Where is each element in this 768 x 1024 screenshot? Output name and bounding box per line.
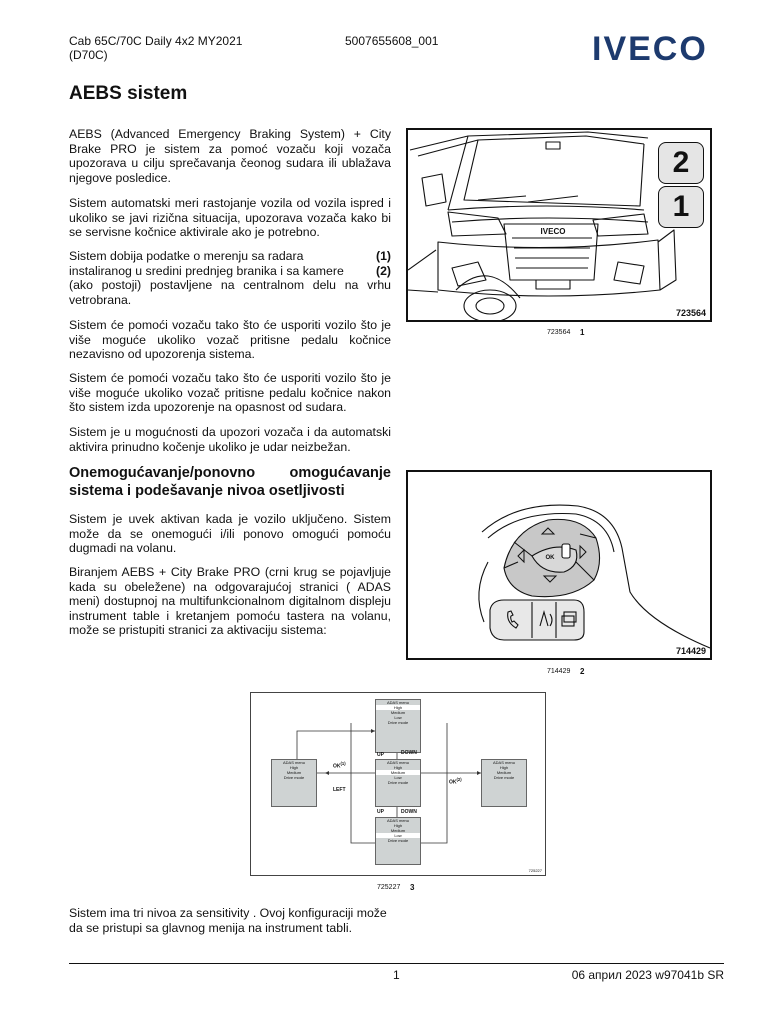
screen-line-medium: Medium bbox=[390, 828, 406, 833]
iveco-logo: IVECO bbox=[592, 30, 708, 68]
paragraph-brake-independent: Sistem će pomoći vozaču tako što će usporiti vozilo što je više moguće ukoliko vozač pritisne pedalu kočnice nezavisno od upozorenja sistema. bbox=[69, 318, 391, 362]
steering-wheel-illustration bbox=[408, 472, 710, 658]
screen-line-drive-mode: Drive mode bbox=[387, 838, 409, 843]
label-ok-2 bbox=[449, 777, 462, 786]
subheading-line-1: Onemogućavanje/ponovno omogućavanje bbox=[69, 465, 391, 481]
screen-title: ADAS menu bbox=[386, 818, 409, 823]
screen-line-high: High bbox=[499, 765, 509, 770]
ok-sup: (2) bbox=[456, 777, 462, 782]
ok-button-label: OK bbox=[545, 555, 555, 561]
model-code: (D70C) bbox=[69, 48, 108, 62]
page-title: AEBS sistem bbox=[69, 83, 188, 104]
document-number: 5007655608_001 bbox=[345, 34, 439, 48]
screen-line-medium: Medium bbox=[390, 710, 406, 715]
screen-title: ADAS menu bbox=[386, 760, 409, 765]
adas-screen-main bbox=[271, 759, 317, 807]
screen-title: ADAS menu bbox=[492, 760, 515, 765]
grille-logo-text: IVECO bbox=[540, 227, 566, 236]
screen-line-low: Low bbox=[394, 715, 402, 720]
radar-ref-1: (1) bbox=[375, 249, 391, 263]
adas-screen-settings bbox=[481, 759, 527, 807]
label-down-1: DOWN bbox=[401, 750, 417, 756]
screen-line-low: Low bbox=[376, 833, 420, 838]
paragraph-brake-after-warning: Sistem će pomoći vozaču tako što će usporiti vozilo što je više moguće ukoliko vozač pritisne pedalu kočnice nakon što sistem izda upozorenje na opasnost od sudara. bbox=[69, 371, 391, 415]
label-up-1: UP bbox=[377, 752, 384, 758]
screen-line-high: High bbox=[393, 765, 403, 770]
label-down-2: DOWN bbox=[401, 809, 417, 815]
paragraph-intro: AEBS (Advanced Emergency Braking System) + City Brake PRO je sistem za pomoć vozaču koji vozača upozorava u cilju sprečavanja čeonog sudara ili ublažava njegove posledice. bbox=[69, 127, 391, 185]
callout-camera-number: 2 bbox=[658, 142, 704, 184]
figure-2-caption-number: 2 bbox=[580, 667, 585, 676]
paragraph-emergency-braking: Sistem je u mogućnosti da upozori vozača i da automatski aktivira prinudno kočenje ukoliko je udar neizbežan. bbox=[69, 425, 391, 454]
screen-line-drive-mode: Drive mode bbox=[493, 775, 515, 780]
label-ok-1 bbox=[333, 761, 346, 770]
figure-3-caption-number: 3 bbox=[410, 883, 415, 892]
screen-line-high: High bbox=[376, 705, 420, 710]
figure-2-code-tag: 714429 bbox=[675, 646, 706, 656]
paragraph-adas-menu: Biranjem AEBS + City Brake PRO (crni krug se pojavljuje kada su obeležene) na odgovarajućoj stranici ( ADAS meni) dostupnoj na multifunkcionalnom digitalnom displeju instrument table i kretanjem pomoću tastera na volanu, može se pristupiti stranici za aktivaciju sistema: bbox=[69, 565, 391, 638]
figure-3-code-tag: 725227 bbox=[528, 868, 542, 873]
screen-line-drive-mode: Drive mode bbox=[387, 720, 409, 725]
subheading-line-2: sistema i podešavanje nivoa osetljivosti bbox=[69, 483, 345, 499]
page-number: 1 bbox=[393, 968, 400, 982]
figure-vehicle-front bbox=[406, 128, 712, 322]
callout-radar-number: 1 bbox=[658, 186, 704, 228]
paragraph-sensitivity: Sistem ima tri nivoa za sensitivity . Ovoj konfiguraciji može da se pristupi sa glavnog menija na instrument tabli. bbox=[69, 906, 387, 935]
figure-2-caption-code: 714429 bbox=[547, 668, 571, 675]
paragraph-radar bbox=[69, 249, 391, 307]
figure-adas-menu-diagram bbox=[250, 692, 546, 876]
screen-line-high: High bbox=[393, 823, 403, 828]
screen-line-high: High bbox=[289, 765, 299, 770]
screen-title: ADAS menu bbox=[282, 760, 305, 765]
footer-date-info: 06 април 2023 w97041b SR bbox=[571, 968, 724, 982]
figure-steering-buttons bbox=[406, 470, 712, 660]
radar-line-3: (ako postoji) postavljene na centralnom delu na vrhu vetrobrana. bbox=[69, 278, 391, 307]
ok-sup: (1) bbox=[340, 761, 346, 766]
radar-line-2: instaliranog u sredini prednjeg branika i sa kamere bbox=[69, 263, 344, 278]
label-left: LEFT bbox=[333, 787, 346, 793]
paragraph-distance: Sistem automatski meri rastojanje vozila od vozila ispred i ukoliko se javi rizična situacija, upozorava vozača kako bi se servisne kočnice aktivirale ako je potrebno. bbox=[69, 196, 391, 240]
radar-line-1: Sistem dobija podatke o merenju sa radara bbox=[69, 249, 304, 263]
adas-screen-low bbox=[375, 817, 421, 865]
screen-line-drive-mode: Drive mode bbox=[283, 775, 305, 780]
figure-1-code-tag: 723564 bbox=[675, 308, 706, 318]
figure-1-caption-code: 723564 bbox=[547, 329, 571, 336]
screen-line-medium: Medium bbox=[496, 770, 512, 775]
adas-screen-high bbox=[375, 699, 421, 753]
model-line: Cab 65C/70C Daily 4x2 MY2021 bbox=[69, 34, 243, 48]
label-up-2: UP bbox=[377, 809, 384, 815]
footer-rule bbox=[69, 963, 724, 964]
screen-line-medium: Medium bbox=[286, 770, 302, 775]
radar-ref-2: (2) bbox=[375, 263, 391, 278]
ok-text: OK bbox=[449, 779, 457, 786]
figure-1-caption-number: 1 bbox=[580, 328, 585, 337]
adas-screen-medium bbox=[375, 759, 421, 807]
screen-line-drive-mode: Drive mode bbox=[387, 780, 409, 785]
screen-title: ADAS menu bbox=[386, 700, 409, 705]
screen-line-low: Low bbox=[394, 775, 402, 780]
ok-text: OK bbox=[333, 763, 341, 770]
screen-line-medium: Medium bbox=[376, 770, 420, 775]
paragraph-always-active: Sistem je uvek aktivan kada je vozilo uključeno. Sistem može da se onemogući i/ili ponovo omogući pomoću dugmadi na volanu. bbox=[69, 512, 391, 556]
figure-3-caption-code: 725227 bbox=[377, 884, 401, 891]
